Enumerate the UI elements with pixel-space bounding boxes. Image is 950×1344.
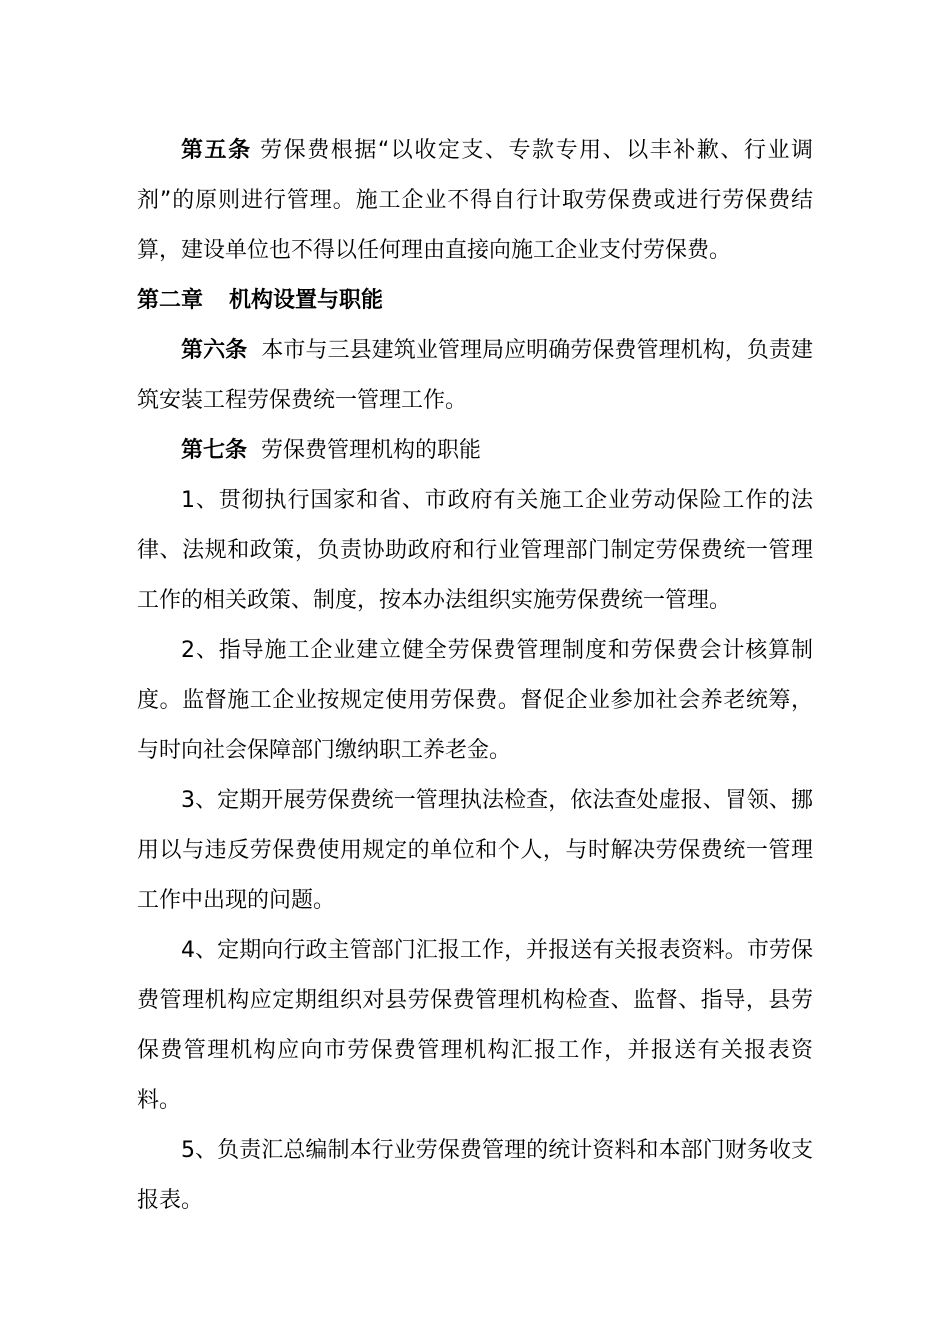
list-item: 4、定期向行政主管部门汇报工作，并报送有关报表资料。市劳保费管理机构应定期组织对县劳保费管理机构检查、监督、指导，县劳保费管理机构应向市劳保费管理机构汇报工作，并报送有关报表资料。 [137,938,813,1113]
chapter-title: 机构设置与职能 [229,288,384,313]
article-6 [137,326,813,426]
article-7 [137,426,813,476]
article-5-label: 第五条 [181,138,252,163]
chapter-number: 第二章 [137,288,204,313]
article-6-label: 第六条 [181,338,248,363]
article-5-text: 劳保费根据“以收定支、专款专用、以丰补歉、行业调剂”的原则进行管理。施工企业不得自行计取劳保费或进行劳保费结算，建设单位也不得以任何理由直接向施工企业支付劳保费。 [137,138,813,263]
document-body [137,126,813,1226]
list-item: 3、定期开展劳保费统一管理执法检查，依法查处虚报、冒领、挪用以与违反劳保费使用规定的单位和个人，与时解决劳保费统一管理工作中出现的问题。 [137,788,813,913]
list-item: 1、贯彻执行国家和省、市政府有关施工企业劳动保险工作的法律、法规和政策，负责协助政府和行业管理部门制定劳保费统一管理工作的相关政策、制度，按本办法组织实施劳保费统一管理。 [137,488,813,613]
article-5 [137,126,813,276]
article-7-text: 劳保费管理机构的职能 [261,438,482,463]
list-item: 5、负责汇总编制本行业劳保费管理的统计资料和本部门财务收支报表。 [137,1138,813,1213]
article-6-text: 本市与三县建筑业管理局应明确劳保费管理机构，负责建筑安装工程劳保费统一管理工作。 [137,338,813,413]
article-7-label: 第七条 [181,438,248,463]
list-item: 2、指导施工企业建立健全劳保费管理制度和劳保费会计核算制度。监督施工企业按规定使用劳保费。督促企业参加社会养老统筹，与时向社会保障部门缴纳职工养老金。 [137,638,813,763]
chapter-heading [137,276,813,326]
